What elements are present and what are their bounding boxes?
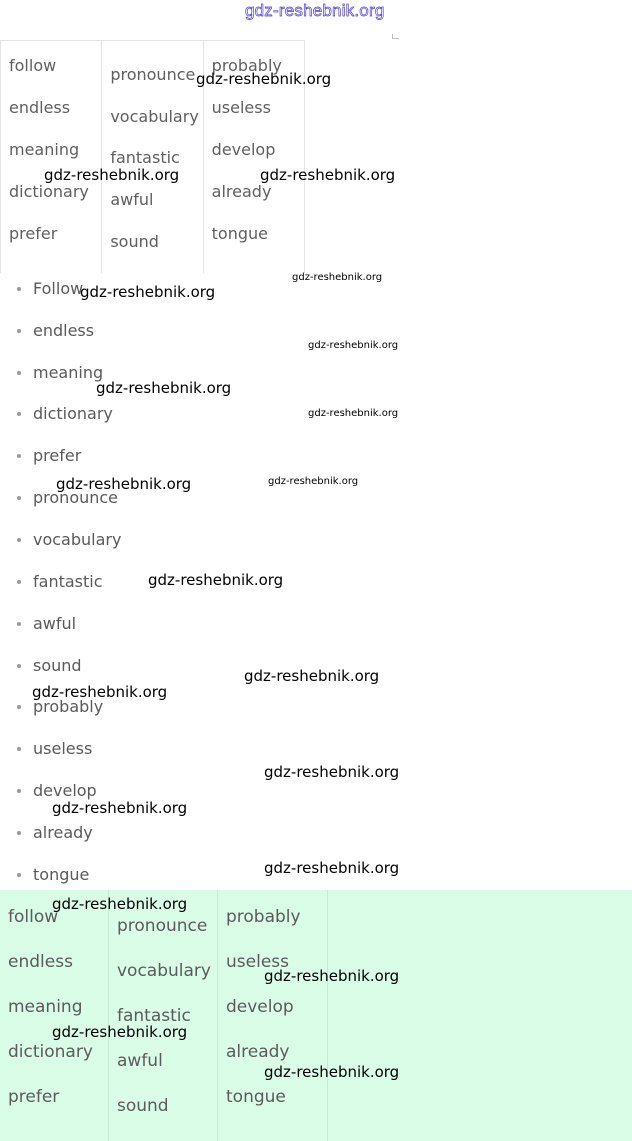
bullet-icon [17, 496, 21, 500]
list-item-label: meaning [33, 363, 104, 382]
list-item-label: develop [33, 781, 97, 800]
top-table-cell: sound [110, 232, 159, 251]
watermark: gdz-reshebnik.org [52, 895, 188, 913]
list-item [17, 530, 121, 549]
list-item [17, 363, 103, 382]
watermark: gdz-reshebnik.org [264, 967, 400, 985]
list-item [17, 614, 76, 633]
bottom-word-table [0, 890, 632, 1141]
top-table-cell: awful [110, 190, 154, 209]
top-table-cell: pronounce [110, 65, 196, 84]
watermark: gdz-reshebnik.org [244, 667, 380, 685]
list-item [17, 656, 82, 675]
list-item-label: awful [33, 614, 77, 633]
watermark: gdz-reshebnik.org [196, 70, 332, 88]
bullet-icon [17, 287, 21, 291]
bullet-icon [17, 664, 21, 668]
top-table-cell: develop [211, 140, 276, 159]
bullet-icon [17, 371, 21, 375]
bottom-table-cell: useless [226, 952, 289, 972]
top-table-cell: dictionary [9, 182, 89, 201]
top-table-cell: probably [211, 56, 282, 75]
bullet-icon [17, 454, 21, 458]
list-item-label: Follow [33, 279, 84, 298]
list-item-label: prefer [33, 446, 82, 465]
list-item-label: endless [33, 321, 95, 340]
top-table-cell: useless [211, 98, 271, 117]
bottom-table-cell: follow [8, 907, 59, 927]
bottom-table-cell: develop [226, 997, 294, 1017]
header-watermark: gdz-reshebnik.org [245, 1, 385, 20]
bullet-icon [17, 538, 21, 542]
watermark: gdz-reshebnik.org [260, 166, 396, 184]
list-item [17, 739, 92, 758]
bullet-icon [17, 412, 21, 416]
bullet-icon [17, 831, 21, 835]
list-item [17, 446, 81, 465]
list-item-label: dictionary [33, 404, 113, 423]
list-item [17, 279, 83, 298]
top-table-cell: already [211, 182, 272, 201]
list-item [17, 321, 94, 340]
list-item-label: vocabulary [33, 530, 122, 549]
bottom-table-cell: awful [117, 1051, 163, 1071]
top-table-cell: prefer [9, 224, 58, 243]
top-table-cell: meaning [9, 140, 80, 159]
watermark: gdz-reshebnik.org [308, 340, 399, 351]
list-item-label: pronounce [33, 488, 119, 507]
bottom-table-column-2 [109, 890, 218, 1141]
list-item [17, 404, 113, 423]
bullet-icon [17, 873, 21, 877]
watermark: gdz-reshebnik.org [264, 1063, 400, 1081]
top-table-column-1 [1, 41, 102, 273]
watermark: gdz-reshebnik.org [308, 408, 399, 419]
list-item-label: useless [33, 739, 93, 758]
bottom-table-cell: probably [226, 907, 301, 927]
watermark: gdz-reshebnik.org [264, 859, 400, 877]
watermark: gdz-reshebnik.org [56, 475, 192, 493]
watermark: gdz-reshebnik.org [264, 763, 400, 781]
list-item-label: probably [33, 697, 104, 716]
list-item [17, 781, 97, 800]
bottom-table-cell: sound [117, 1096, 169, 1116]
bullet-icon [17, 705, 21, 709]
top-table-cell: tongue [211, 224, 268, 243]
bottom-table-column-1 [0, 890, 109, 1141]
top-table-column-2 [102, 41, 203, 273]
top-table-cell: fantastic [110, 148, 180, 167]
top-table-cell: follow [9, 56, 57, 75]
bottom-table-cell: endless [8, 952, 73, 972]
list-item-label: fantastic [33, 572, 103, 591]
corner-mark [392, 34, 399, 39]
list-item-label: sound [33, 656, 82, 675]
bullet-icon [17, 329, 21, 333]
watermark: gdz-reshebnik.org [52, 799, 188, 817]
watermark: gdz-reshebnik.org [268, 476, 359, 487]
bottom-table-cell: fantastic [117, 1006, 191, 1026]
top-table-cell: endless [9, 98, 71, 117]
watermark: gdz-reshebnik.org [292, 272, 383, 283]
list-item [17, 572, 103, 591]
bullet-icon [17, 747, 21, 751]
watermark: gdz-reshebnik.org [52, 1023, 188, 1041]
bottom-table-cell: dictionary [8, 1042, 93, 1062]
bottom-table-cell: vocabulary [117, 961, 211, 981]
list-item-label: already [33, 823, 93, 842]
bullet-icon [17, 580, 21, 584]
watermark: gdz-reshebnik.org [32, 683, 168, 701]
list-item [17, 823, 93, 842]
watermark: gdz-reshebnik.org [96, 379, 232, 397]
bullet-icon [17, 789, 21, 793]
bottom-table-column-3 [218, 890, 328, 1141]
bottom-table-cell: meaning [8, 997, 83, 1017]
bottom-table-cell: already [226, 1042, 290, 1062]
bottom-table-cell: pronounce [117, 916, 208, 936]
bottom-table-cell: prefer [8, 1087, 60, 1107]
watermark: gdz-reshebnik.org [44, 166, 180, 184]
top-table-cell: vocabulary [110, 107, 199, 126]
bottom-table-cell: tongue [226, 1087, 286, 1107]
watermark: gdz-reshebnik.org [148, 571, 284, 589]
list-item-label: tongue [33, 865, 90, 884]
bullet-icon [17, 622, 21, 626]
list-item [17, 865, 89, 884]
watermark: gdz-reshebnik.org [80, 283, 216, 301]
